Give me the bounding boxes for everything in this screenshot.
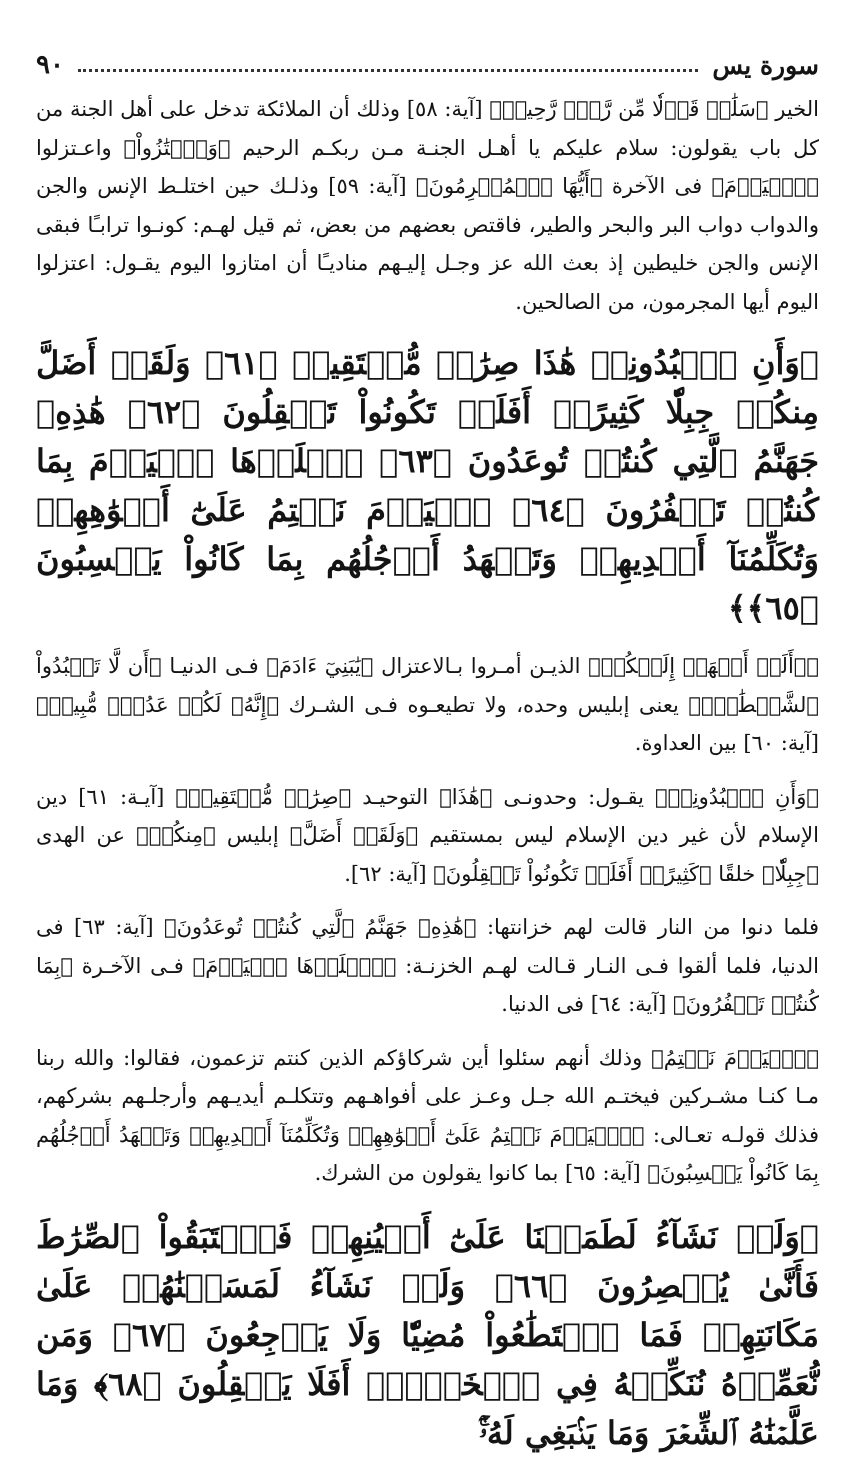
header-dotted-leader [78, 69, 698, 72]
quran-verses-61-65: ﴿وَأَنِ ٱعۡبُدُونِيۚ هَٰذَا صِرَٰطٞ مُّسۡتَقِيمٞ ﴿٦١﴾ وَلَقَدۡ أَضَلَّ مِنكُمۡ جِبِلّٗا كَثِيرًاۖ أَفَلَمۡ تَكُونُواْ تَعۡقِلُونَ ﴿٦٢﴾ هَٰذِهِۦ جَهَنَّمُ ٱلَّتِي كُنتُمۡ تُوعَدُونَ ﴿٦٣﴾ ٱصۡلَوۡهَا ٱلۡيَوۡمَ بِمَا كُنتُمۡ تَكۡفُرُونَ ﴿٦٤﴾ ٱلۡيَوۡمَ نَخۡتِمُ عَلَىٰٓ أَفۡوَٰهِهِمۡ وَتُكَلِّمُنَآ أَيۡدِيهِمۡ وَتَشۡهَدُ أَرۡجُلُهُم بِمَا كَانُواْ يَكۡسِبُونَ ﴿٦٥﴾﴾ [36, 344, 820, 627]
page-header [36, 36, 819, 80]
commentary-paragraph-4: فلما دنوا من النار قالت لهم خزانتها: ﴿هَٰذِهِۦ جَهَنَّمُ ٱلَّتِي كُنتُمۡ تُوعَدُونَ﴾ [آية: ٦٣] فى الدنيا، فلما ألقوا فـى النـار قـالت لهـم الخزنـة: ﴿ٱصۡلَوۡهَا ٱلۡيَوۡمَ﴾ فـى الآخـرة ﴿بِمَا كُنتُمۡ تَكۡفُرُونَ﴾ [آية: ٦٤] فى الدنيا. [36, 915, 819, 1016]
surah-title: سورة يس [712, 51, 819, 80]
page-content [36, 90, 820, 1452]
commentary-paragraph-1: الخير ﴿سَلَٰمٞ قَوۡلٗا مِّن رَّبّٖ رَّحِيمٖ﴾ [آية: ٥٨] وذلك أن الملائكة تدخل على أهل الجنة من كل باب يقولون: سلام عليكم يا أهـل الجنـة مـن ربكـم الرحيم ﴿وَٱمۡتَٰزُواْ﴾ واعـتزلوا ﴿ٱلۡيَوۡمَ﴾ فى الآخرة ﴿أَيُّهَا ٱلۡمُجۡرِمُونَ﴾ [آية: ٥٩] وذلـك حين اختلـط الإنس والجن والدواب دواب البر والبحر والطير، فاقتص بعضهم من بعض، ثم قيل لهـم: كونـوا ترابـًا فبقى الإنس والجن خليطين إذ بعث الله عز وجـل إليـهم مناديـًا أن امتازوا اليوم يقـول: اعتزلوا اليوم أيها المجرمون، من الصالحين. [36, 97, 819, 314]
commentary-paragraph-3: ﴿وَأَنِ ٱعۡبُدُونِيۚ﴾ يقـول: وحدونـى ﴿هَٰذَا﴾ التوحيـد ﴿صِرَٰطٞ مُّسۡتَقِيمٞ﴾ [آيـة: ٦١] دين الإسلام لأن غير دين الإسلام ليس بمستقيم ﴿وَلَقَدۡ أَضَلَّ﴾ إبليس ﴿مِنكُمۡ﴾ عن الهدى ﴿جِبِلّٗا﴾ خلقًا ﴿كَثِيرًاۖ أَفَلَمۡ تَكُونُواْ تَعۡقِلُونَ﴾ [آية: ٦٢]. [36, 784, 820, 886]
page-number: ٩٠ [36, 50, 64, 80]
paragraph-gap [36, 770, 819, 778]
commentary-paragraph-2: ﴿۞أَلَمۡ أَعۡهَدۡ إِلَيۡكُمۡ﴾ الذيـن أمـروا بـالاعتزال ﴿يَٰبَنِيٓ ءَادَمَ﴾ فـى الدنيـا ﴿أَن لَّا تَعۡبُدُواْ ٱلشَّيۡطَٰنَۖ﴾ يعنى إبليس وحده، ولا تطيعـوه فـى الشـرك ﴿إِنَّهُۥ لَكُمۡ عَدُوّٞ مُّبِينٞ﴾ [آية: ٦٠] بين العداوة. [36, 654, 819, 755]
paragraph-gap [36, 1031, 819, 1039]
paragraph-gap [36, 900, 819, 908]
quran-verses-66-69: ﴿وَلَوۡ نَشَآءُ لَطَمَسۡنَا عَلَىٰٓ أَعۡيُنِهِمۡ فَٱسۡتَبَقُواْ ٱلصِّرَٰطَ فَأَنَّىٰ يُبۡصِرُونَ ﴿٦٦﴾ وَلَوۡ نَشَآءُ لَمَسَخۡنَٰهُمۡ عَلَىٰ مَكَانَتِهِمۡ فَمَا ٱسۡتَطَٰعُواْ مُضِيّٗا وَلَا يَرۡجِعُونَ ﴿٦٧﴾ وَمَن نُّعَمِّرۡهُ نُنَكِّسۡهُ فِي ٱلۡخَلۡقِۚ أَفَلَا يَعۡقِلُونَ ﴿٦٨﴾ وَمَا عَلَّمۡنَٰهُ ٱلشِّعۡرَ وَمَا يَنۢبَغِي لَهُۥٓۚ [36, 1217, 820, 1452]
commentary-paragraph-5: ﴿ٱلۡيَوۡمَ نَخۡتِمُ﴾ وذلك أنهم سئلوا أين شركاؤكم الذين كنتم تزعمون، فقالوا: والله ربنا مـا كنـا مشـركين فيختـم الله جـل وعـز على أفواهـهم وتتكلـم أيديـهم وأرجلـهم بشركهم، فذلك قولـه تعـالى: ﴿ٱلۡيَوۡمَ نَخۡتِمُ عَلَىٰٓ أَفۡوَٰهِهِمۡ وَتُكَلِّمُنَآ أَيۡدِيهِمۡ وَتَشۡهَدُ أَرۡجُلُهُم بِمَا كَانُواْ يَكۡسِبُونَ﴾ [آية: ٦٥] بما كانوا يقولون من الشرك. [36, 1045, 819, 1185]
